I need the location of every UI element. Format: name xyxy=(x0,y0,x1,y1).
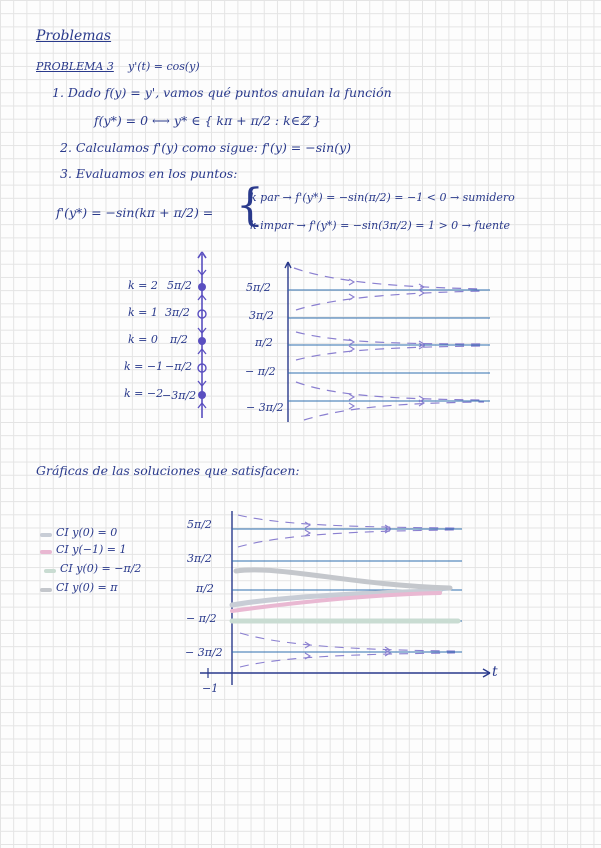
phase-k-label: k = −2 xyxy=(124,387,164,400)
eval-lhs: f'(y*) = −sin(kπ + π/2) = xyxy=(56,205,214,220)
legend-entry: CI y(−1) = 1 xyxy=(56,543,127,556)
phase-k-label: k = 0 xyxy=(128,333,158,346)
step-3-text: 3. Evaluamos en los puntos: xyxy=(60,166,238,181)
arrowhead-icon xyxy=(349,294,354,300)
flow-arrow xyxy=(296,346,484,360)
graph-x-axis-label: t xyxy=(492,664,498,680)
flow-arrow xyxy=(240,653,455,667)
step-1-text: 1. Dado f(y) = y', vamos qué puntos anulan la función xyxy=(52,85,392,100)
legend-swatch xyxy=(40,550,52,554)
phase-y-label: −3π/2 xyxy=(162,389,197,402)
solutions-plot xyxy=(200,505,510,695)
phase-line xyxy=(190,248,220,423)
phase-k-label: k = −1 xyxy=(124,360,164,373)
problem-equation: y'(t) = cos(y) xyxy=(128,60,200,73)
solution-curve xyxy=(236,570,450,588)
graph-y-label: − 3π/2 xyxy=(185,646,223,659)
flow-arrow xyxy=(296,332,484,344)
arrowhead-icon xyxy=(305,522,310,528)
graph-y-label: − π/2 xyxy=(186,612,217,625)
arrowhead-icon xyxy=(349,394,354,400)
sink-dot xyxy=(198,391,206,399)
arrowhead-icon xyxy=(349,279,354,285)
sink-dot xyxy=(198,337,206,345)
flow-arrow xyxy=(304,402,484,420)
arrowhead-icon xyxy=(349,403,354,409)
step-2-text: 2. Calculamos f'(y) como sigue: f'(y) = −sin(y) xyxy=(60,140,352,155)
phase-y-label: π/2 xyxy=(170,333,188,346)
legend-entry: CI y(0) = −π/2 xyxy=(60,562,142,575)
legend-entry: CI y(0) = 0 xyxy=(56,526,118,539)
flow-arrow xyxy=(294,268,484,289)
sink-dot xyxy=(198,283,206,291)
phase-k-label: k = 1 xyxy=(128,306,158,319)
flow-arrow xyxy=(296,382,484,400)
legend-swatch xyxy=(40,588,52,592)
arrowhead-icon xyxy=(349,346,354,352)
flow-arrow xyxy=(238,515,455,528)
arrowhead-icon xyxy=(419,290,424,296)
phase-y-label: 5π/2 xyxy=(167,279,192,292)
flow-arrow xyxy=(240,633,455,651)
page-heading: Problemas xyxy=(36,28,112,44)
legend-entry: CI y(0) = π xyxy=(56,581,118,594)
graph-y-label: π/2 xyxy=(196,582,214,595)
arrowhead-icon xyxy=(349,339,354,345)
problem-label: PROBLEMA 3 xyxy=(36,60,114,73)
field-y-label: − π/2 xyxy=(245,365,276,378)
step-1-equation: f(y*) = 0 ⟷ y* ∈ { kπ + π/2 : k∈ℤ } xyxy=(94,113,321,128)
field-y-label: − 3π/2 xyxy=(246,401,284,414)
flow-arrow xyxy=(238,530,455,547)
section-2-heading: Gráficas de las soluciones que satisfacen: xyxy=(36,463,300,478)
legend-swatch xyxy=(40,533,52,537)
graph-x-tick-label: −1 xyxy=(202,682,219,695)
phase-k-label: k = 2 xyxy=(128,279,158,292)
flow-arrow xyxy=(296,291,484,310)
case-brace: { xyxy=(236,180,264,231)
phase-y-label: 3π/2 xyxy=(165,306,190,319)
graph-y-label: 5π/2 xyxy=(187,518,212,531)
field-y-label: π/2 xyxy=(255,336,273,349)
case-even: k par → f'(y*) = −sin(π/2) = −1 < 0 → sumidero xyxy=(250,191,515,204)
case-odd: k impar → f'(y*) = −sin(3π/2) = 1 > 0 → fuente xyxy=(250,219,511,232)
field-y-label: 3π/2 xyxy=(249,309,274,322)
legend-swatch xyxy=(44,569,56,573)
graph-y-label: 3π/2 xyxy=(187,552,212,565)
phase-y-label: −π/2 xyxy=(165,360,193,373)
field-y-label: 5π/2 xyxy=(246,281,271,294)
